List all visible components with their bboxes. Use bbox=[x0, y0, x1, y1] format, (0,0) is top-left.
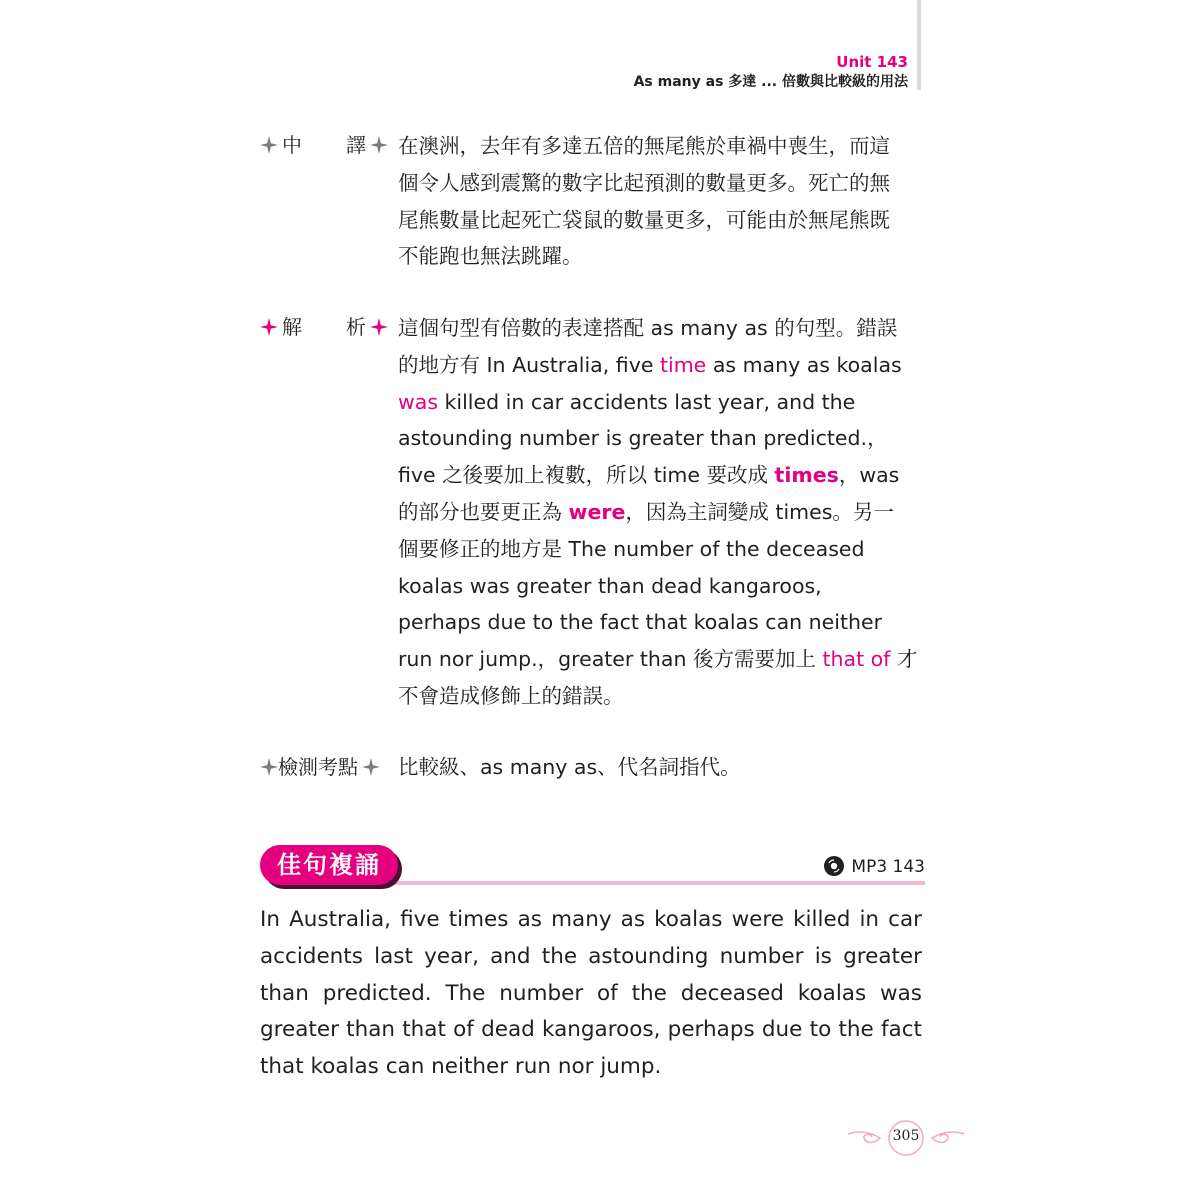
analysis-text bbox=[398, 310, 923, 715]
analysis-line bbox=[398, 384, 923, 421]
analysis-text-span: killed in car accidents last year, and the bbox=[438, 389, 856, 414]
analysis-label-a: 解 bbox=[282, 315, 302, 339]
page-number-ornament bbox=[846, 1120, 966, 1156]
page-header bbox=[308, 52, 908, 92]
analysis-line: 不會造成修飾上的錯誤。 bbox=[398, 683, 624, 708]
analysis-text-span: 才 bbox=[890, 647, 918, 672]
page-number: 305 bbox=[892, 1128, 920, 1144]
model-sentence-header bbox=[260, 845, 925, 887]
translation-label-a: 中 bbox=[282, 133, 302, 157]
analysis-line: astounding number is greater than predicted.， bbox=[398, 426, 888, 451]
unit-title: Unit 143 bbox=[836, 53, 908, 71]
analysis-block bbox=[260, 312, 925, 712]
analysis-text-span: ，was bbox=[838, 463, 900, 488]
translation-label bbox=[260, 130, 396, 160]
section-rule bbox=[380, 881, 925, 885]
test-points-label-text: 檢測考點 bbox=[278, 755, 358, 779]
translation-line: 個令人感到震驚的數字比起預測的數量更多。死亡的無 bbox=[398, 170, 890, 195]
test-points-text: 比較級、as many as、代名詞指代。 bbox=[398, 755, 741, 779]
test-points-label bbox=[260, 752, 380, 782]
analysis-text-span: five 之後要加上複數，所以 time 要改成 bbox=[398, 463, 775, 488]
analysis-line bbox=[398, 494, 923, 531]
audio-track bbox=[823, 855, 925, 878]
correction-highlight: times bbox=[774, 463, 839, 488]
analysis-line: koalas was greater than dead kangaroos, bbox=[398, 573, 822, 598]
page-edge-strip bbox=[917, 0, 921, 90]
analysis-text-span: run nor jump.，greater than 後方需要加上 bbox=[398, 647, 823, 672]
star-bullet-icon bbox=[260, 136, 278, 154]
translation-text bbox=[398, 128, 923, 275]
model-sentence-text: In Australia, five times as many as koalas were killed in car accidents last year, and the astounding number is greater than predicted. The number of the deceased koalas was greater than that of dead kangaroos, perhaps due to the fact that koalas can neither run nor jump. bbox=[260, 907, 922, 1080]
analysis-line: perhaps due to the fact that koalas can neither bbox=[398, 610, 883, 635]
star-bullet-icon bbox=[260, 758, 278, 776]
analysis-line bbox=[398, 641, 923, 678]
translation-line: 不能跑也無法跳躍。 bbox=[398, 244, 583, 269]
translation-line: 在澳洲，去年有多達五倍的無尾熊於車禍中喪生，而這 bbox=[398, 134, 890, 158]
error-highlight: was bbox=[398, 389, 439, 414]
star-bullet-icon bbox=[260, 318, 278, 336]
analysis-line: 這個句型有倍數的表達搭配 as many as 的句型。錯誤 bbox=[398, 316, 898, 340]
cd-disc-icon bbox=[823, 855, 845, 877]
star-bullet-icon bbox=[362, 758, 380, 776]
analysis-label-b: 析 bbox=[346, 315, 366, 339]
correction-highlight: were bbox=[568, 499, 626, 524]
unit-subtitle: As many as 多達 ... 倍數與比較級的用法 bbox=[633, 74, 908, 90]
translation-label-b: 譯 bbox=[346, 133, 366, 157]
error-highlight: time bbox=[659, 352, 707, 377]
test-points-block bbox=[260, 752, 925, 784]
correction-highlight: that of bbox=[822, 647, 891, 672]
analysis-line bbox=[398, 347, 923, 384]
star-bullet-icon bbox=[370, 318, 388, 336]
analysis-line: 個要修正的地方是 The number of the deceased bbox=[398, 536, 865, 561]
analysis-text-span: as many as koalas bbox=[706, 352, 902, 377]
audio-track-label: MP3 143 bbox=[851, 857, 925, 877]
translation-line: 尾熊數量比起死亡袋鼠的數量更多，可能由於無尾熊既 bbox=[398, 207, 890, 232]
analysis-text-span: 的地方有 In Australia, five bbox=[398, 352, 660, 377]
translation-block bbox=[260, 130, 925, 270]
analysis-label bbox=[260, 312, 396, 342]
star-bullet-icon bbox=[370, 136, 388, 154]
analysis-text-span: ，因為主詞變成 times。另一 bbox=[625, 499, 894, 524]
section-title: 佳句複誦 bbox=[260, 845, 398, 885]
analysis-line bbox=[398, 457, 923, 494]
analysis-text-span: 的部分也要更正為 bbox=[398, 499, 569, 524]
